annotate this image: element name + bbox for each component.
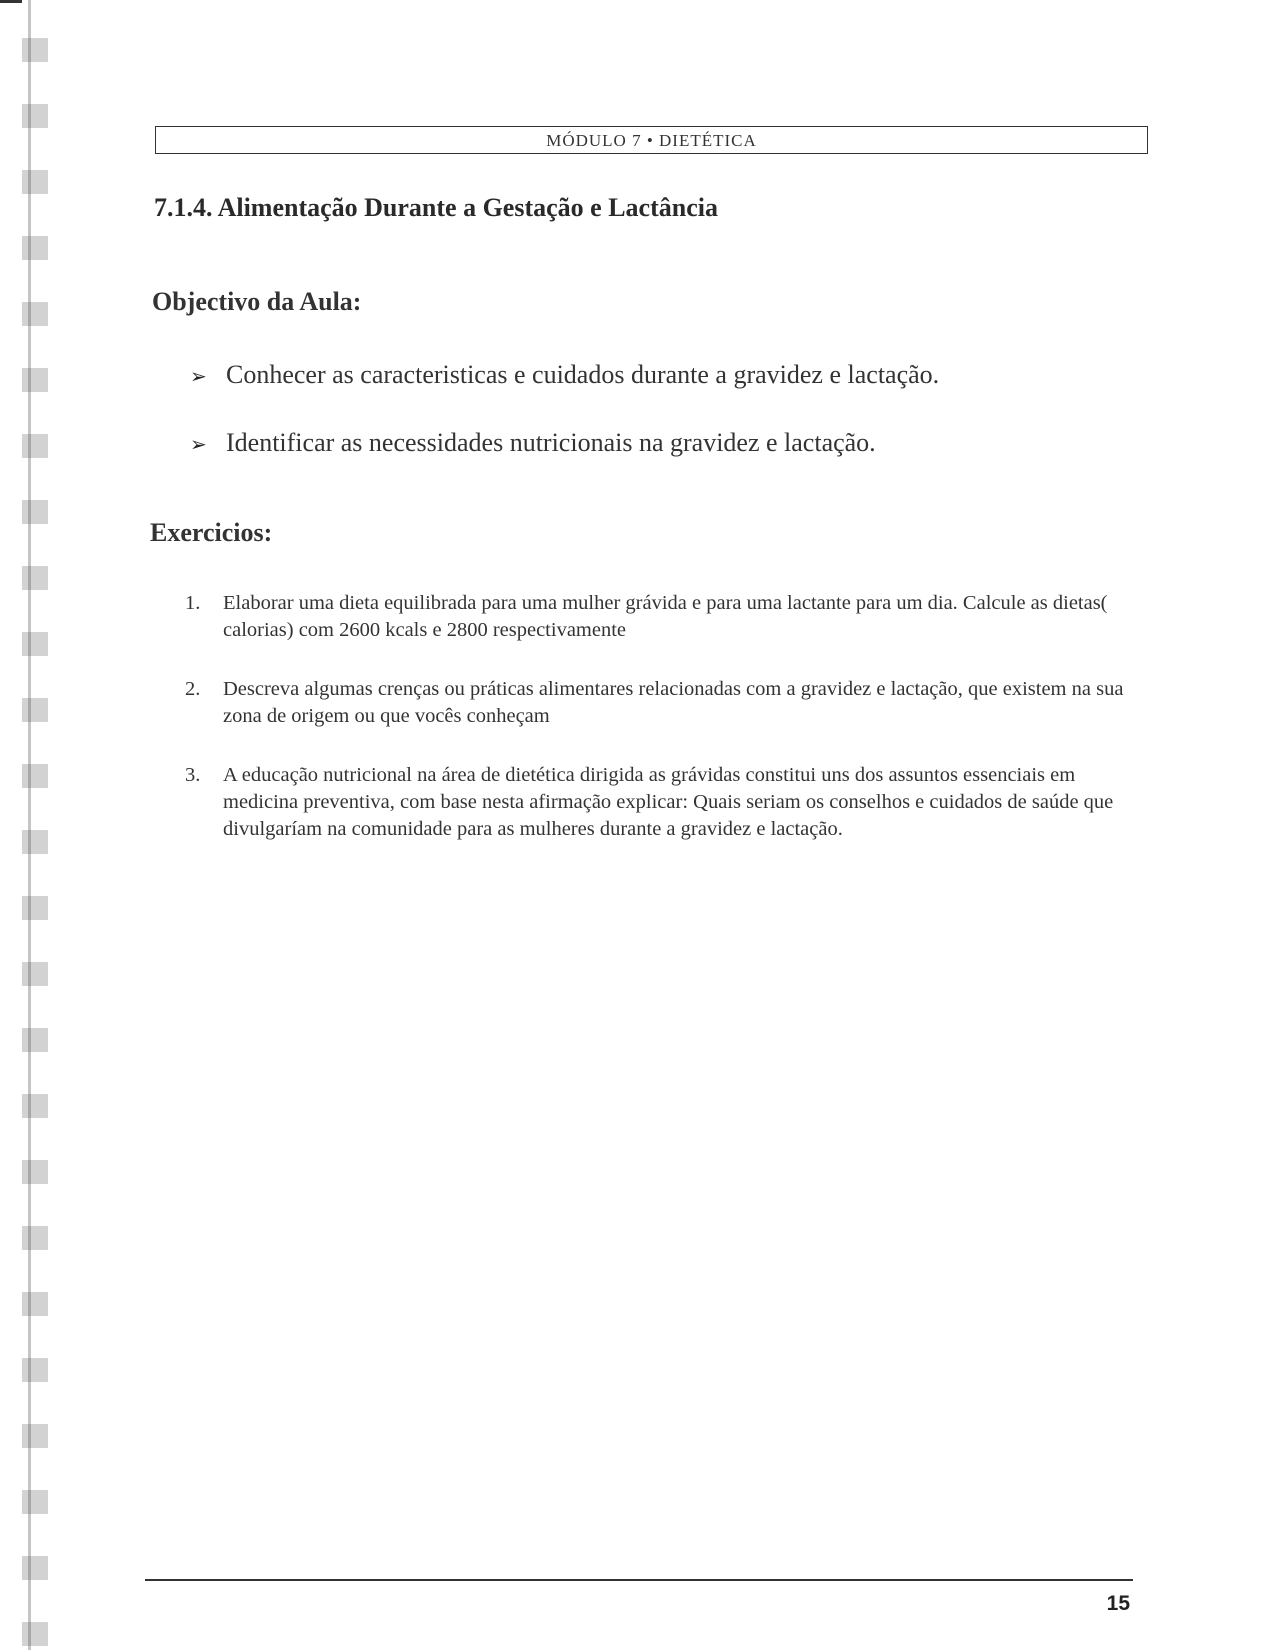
exercise-text: Elaborar uma dieta equilibrada para uma mulher grávida e para uma lactante para um dia. Calcule as dietas( calorias) com 2600 kcals e 2800 respectivamente: [223, 592, 1108, 641]
objective-item: [190, 428, 939, 496]
arrow-right-icon: ➢: [190, 434, 207, 456]
exercise-number: 3.: [185, 764, 201, 786]
exercise-item: [185, 676, 1150, 730]
exercises-list: [185, 590, 1150, 875]
spiral-binding-strip: [22, 0, 48, 1650]
exercise-number: 2.: [185, 678, 201, 700]
exercise-item: [185, 762, 1150, 843]
objectives-heading: Objectivo da Aula:: [152, 287, 362, 316]
exercise-text: Descreva algumas crenças ou práticas alimentares relacionadas com a gravidez e lactação, que existem na sua zona de origem ou que vocês conheçam: [223, 678, 1124, 727]
exercise-number: 1.: [185, 592, 201, 614]
arrow-right-icon: ➢: [190, 366, 207, 388]
exercise-text: A educação nutricional na área de dietética dirigida as grávidas constitui uns dos assuntos essenciais em medicina preventiva, com base nesta afirmação explicar: Quais seriam os conselhos e cuidados de saúde que divulgaríam na comunidade para as mulheres durante a gravidez e lactação.: [223, 764, 1114, 840]
page-number: 15: [1106, 1592, 1130, 1615]
scan-corner-mark: [0, 0, 22, 3]
objective-item: [190, 360, 939, 428]
objective-text: Conhecer as caracteristicas e cuidados durante a gravidez e lactação.: [226, 360, 940, 389]
module-header: [155, 126, 1148, 154]
footer-rule: [145, 1579, 1133, 1581]
binding-edge: [28, 0, 31, 1650]
objective-text: Identificar as necessidades nutricionais na gravidez e lactação.: [226, 428, 876, 457]
module-header-label: MÓDULO 7 • DIETÉTICA: [546, 131, 757, 150]
section-title: 7.1.4. Alimentação Durante a Gestação e Lactância: [154, 193, 718, 222]
exercise-item: [185, 590, 1150, 644]
exercises-heading: Exercicios:: [150, 518, 273, 547]
objectives-list: [190, 360, 939, 496]
